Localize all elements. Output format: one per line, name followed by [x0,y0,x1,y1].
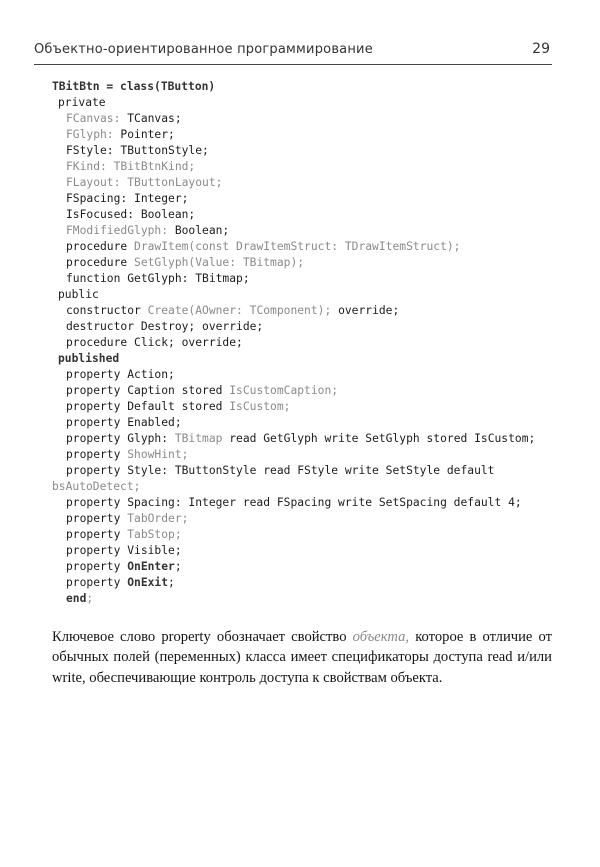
code-segment: TabStop; [127,528,182,541]
code-line [52,463,572,479]
code-segment: property [66,528,128,541]
code-segment: property [66,576,128,589]
code-segment: property Default stored [66,400,230,413]
body-paragraph [52,627,552,689]
code-line [52,303,572,319]
code-segment: ShowHint; [127,448,189,461]
paragraph-text-end: которое в отличие от обычных полей (переменных) класса имеет спецификаторы доступа read и/или write, обеспечивающие контроль доступа к свойствам объекта. [52,628,552,686]
code-segment: FKind: TBitBtnKind; [66,160,196,173]
code-line [52,431,572,447]
code-segment: destructor Destroy; override; [66,320,264,333]
code-line [52,591,572,607]
code-segment: TBitmap [174,432,230,445]
code-line [52,191,572,207]
code-segment: FModifiedGlyph: [66,224,175,237]
code-segment: property Glyph: [66,432,175,445]
code-segment: FCanvas: [66,112,128,125]
code-segment: Pointer; [120,128,175,141]
code-segment: IsCustomCaption; [229,384,339,397]
code-segment: private [58,96,106,109]
code-segment: Create(AOwner: TComponent); [147,304,339,317]
code-line [52,335,572,351]
code-segment: TCanvas; [127,112,182,125]
code-line [52,223,572,239]
code-segment: procedure [66,240,135,253]
code-segment: bsAutoDetect; [52,480,141,493]
code-segment: override; [338,304,400,317]
code-segment: property Action; [66,368,175,381]
running-title: Объектно-ориентированное программирование [34,42,373,57]
code-segment: SetGlyph(Value: TBitmap); [134,256,305,269]
code-segment: property [66,448,128,461]
code-line [52,287,572,303]
code-line [52,559,572,575]
page-header [34,40,552,65]
code-segment: OnExit [127,576,169,589]
code-line [52,79,572,95]
term-object: объекта, [352,628,410,645]
code-line [52,383,572,399]
code-line [52,367,572,383]
code-segment: property Enabled; [66,416,182,429]
code-segment: TBitBtn = class(TButton) [52,80,216,93]
code-line [52,351,572,367]
code-segment: FSpacing: Integer; [66,192,189,205]
code-line [52,95,572,111]
code-segment: procedure [66,256,135,269]
code-segment: OnEnter [127,560,175,573]
code-line [52,447,572,463]
code-line [52,175,572,191]
code-segment: property Visible; [66,544,182,557]
page-number: 29 [532,41,550,57]
code-segment: property Caption stored [66,384,230,397]
code-line [52,495,572,511]
code-segment: published [58,352,120,365]
code-segment: property [66,560,128,573]
code-line [52,127,572,143]
code-segment: ; [174,560,182,573]
code-line [52,511,572,527]
code-segment: IsFocused: Boolean; [66,208,196,221]
code-segment: FGlyph: [66,128,121,141]
code-segment: TabOrder; [127,512,189,525]
code-line [52,159,572,175]
code-segment: end [66,592,87,605]
code-segment: public [58,288,99,301]
code-line [52,527,572,543]
code-segment: DrawItem(const DrawItemStruct: TDrawItemStruct); [134,240,461,253]
code-segment: read GetGlyph write SetGlyph stored IsCustom; [229,432,536,445]
code-line [52,543,572,559]
code-segment: ; [86,592,94,605]
code-listing [52,79,572,607]
code-segment: function GetGlyph: TBitmap; [66,272,250,285]
code-line [52,255,572,271]
code-line [52,239,572,255]
paragraph-text-start: Ключевое слово property обозначает свойство [52,628,353,645]
code-line [52,111,572,127]
code-segment: IsCustom; [229,400,291,413]
code-line [52,479,572,495]
code-segment: procedure Click; override; [66,336,243,349]
code-segment: ; [168,576,175,589]
code-segment: property [66,512,128,525]
code-segment: FLayout: TButtonLayout; [66,176,223,189]
code-line [52,319,572,335]
code-segment: constructor [66,304,148,317]
code-segment: FStyle: TButtonStyle; [66,144,209,157]
code-line [52,575,572,591]
code-line [52,415,572,431]
code-line [52,143,572,159]
code-line [52,271,572,287]
code-line [52,207,572,223]
code-segment: property Spacing: Integer read FSpacing write SetSpacing default 4; [66,496,522,509]
code-line [52,399,572,415]
code-segment: Boolean; [174,224,230,237]
code-segment: property Style: TButtonStyle read FStyle write SetStyle default [66,464,495,477]
